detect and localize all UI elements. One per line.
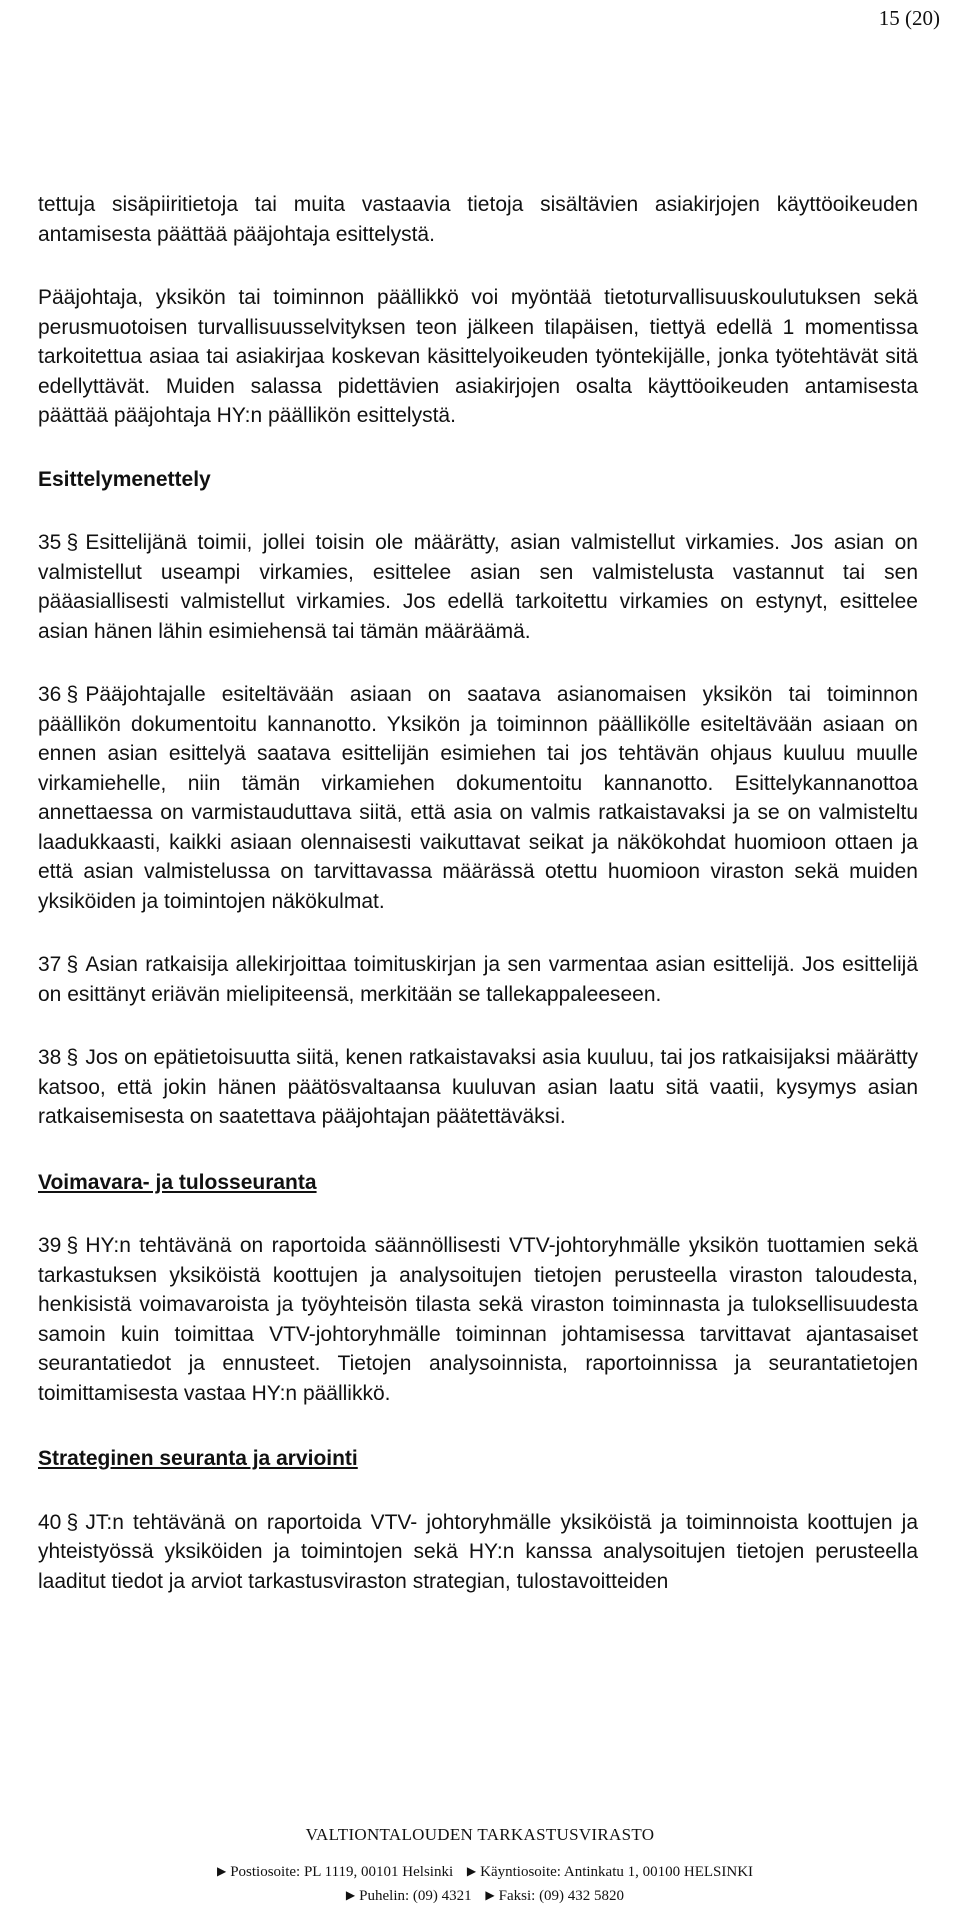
section-number: 40 xyxy=(38,1510,62,1534)
section-text: JT:n tehtävänä on raportoida VTV- johtoryhmälle yksiköistä ja toiminnoista koottujen ja yhteistyössä yksiköiden ja toimintojen sekä HY:n kanssa analysoitujen tietojen perusteella laaditut tiedot ja arviot tarkastusviraston strategian, tulostavoitteiden xyxy=(38,1510,918,1593)
triangle-right-icon: ▶ xyxy=(216,1864,227,1878)
section-item xyxy=(38,528,918,646)
section-text: Asian ratkaisija allekirjoittaa toimituskirjan ja sen varmentaa asian esittelijä. Jos esittelijä on esittänyt eriävän mielipiteensä, merkitään se tallekappaleeseen. xyxy=(38,953,918,1006)
section-item xyxy=(38,950,918,1009)
document-body xyxy=(38,190,918,1596)
page-number: 15 (20) xyxy=(878,6,940,30)
section-sign-icon: § xyxy=(66,1046,79,1069)
paragraph: tettuja sisäpiiritietoja tai muita vastaavia tietoja sisältävien asiakirjojen käyttöoikeuden antamisesta päättää pääjohtaja esittelystä. xyxy=(38,193,918,246)
section-sign-icon: § xyxy=(66,1234,79,1257)
section-number: 36 xyxy=(38,683,62,706)
section-sign-icon: § xyxy=(66,683,79,706)
section-text: HY:n tehtävänä on raportoida säännöllisesti VTV-johtoryhmälle yksikön tuottamien sekä tarkastuksen yksiköistä koottujen ja analysoitujen tietojen perusteella viraston taloudesta, henkisistä voimavaroista ja työyhteisön tilasta sekä viraston toiminnasta ja tuloksellisuudesta samoin kuin toimittaa VTV-johtoryhmälle toiminnan johtamisessa tarvittavat ajantasaiset seurantatiedot ja ennusteet. Tietojen analysoinnista, raportoinnissa ja seurantatietojen toimittamisesta vastaa HY:n päällikkö. xyxy=(38,1234,918,1405)
footer-postal: Postiosoite: PL 1119, 00101 Helsinki xyxy=(230,1864,454,1880)
triangle-right-icon: ▶ xyxy=(345,1888,356,1902)
section-sign-icon: § xyxy=(66,1510,79,1534)
section-number: 38 xyxy=(38,1046,62,1069)
footer-fax: Faksi: (09) 432 5820 xyxy=(498,1888,625,1904)
footer-visiting: Käyntiosoite: Antinkatu 1, 00100 HELSINKI xyxy=(480,1864,754,1880)
section-heading: Esittelymenettely xyxy=(38,467,211,491)
section-number: 35 xyxy=(38,531,62,554)
section-text: Pääjohtajalle esiteltävään asiaan on saatava asianomaisen yksikön tai toiminnon päällikön dokumentoitu kannanotto. Yksikön ja toiminnon päällikölle esiteltävään asiaan on ennen asian esittelyä saatava esittelijän esimiehen tai jos tehtävän ohjaus kuuluu muulle virkamiehelle, niin tämän virkamiehen dokumentoitu kannanotto. Esittelykannanottoa annettaessa on varmistauduttava siitä, että asia on valmis ratkaistavaksi ja se on valmisteltu laadukkaasti, kaikki asiaan olennaisesti vaikuttavat seikat ja näkökohdat huomioon ottaen ja että asian valmistelussa on tarvittavassa määrässä otettu huomioon viraston sekä muiden yksiköiden ja toimintojen näkökulmat. xyxy=(38,683,918,913)
section-item xyxy=(38,1043,918,1132)
footer-organization: VALTIONTALOUDEN TARKASTUSVIRASTO xyxy=(305,1825,655,1844)
footer-phone: Puhelin: (09) 4321 xyxy=(359,1888,472,1904)
section-sign-icon: § xyxy=(66,953,79,976)
section-heading: Strateginen seuranta ja arviointi xyxy=(38,1447,358,1470)
footer-address-line xyxy=(120,1864,840,1881)
paragraph: Pääjohtaja, yksikön tai toiminnon päällikkö voi myöntää tietoturvallisuuskoulutuksen sekä perusmuotoisen turvallisuusselvityksen teon jälkeen tilapäisen, tiettyä edellä 1 momentissa tarkoitettua asiaa tai asiakirjaa koskevan käsittelyoikeuden työntekijälle, jonka työtehtävät sitä edellyttävät. Muiden salassa pidettävien asiakirjojen osalta käyttöoikeuden antamisesta päättää pääjohtaja HY:n päällikön esittelystä. xyxy=(38,286,918,427)
triangle-right-icon: ▶ xyxy=(485,1888,495,1902)
triangle-right-icon: ▶ xyxy=(466,1864,477,1878)
section-sign-icon: § xyxy=(66,531,79,554)
section-text: Jos on epätietoisuutta siitä, kenen ratkaistavaksi asia kuuluu, tai jos ratkaisijaksi määrätty katsoo, että jokin hänen päätösvaltaansa kuuluvan asian laatu sitä vaatii, kysymys asian ratkaisemisesta on saatettava pääjohtajan päätettäväksi. xyxy=(38,1046,918,1128)
section-item xyxy=(38,1508,918,1597)
section-number: 37 xyxy=(38,953,62,976)
section-number: 39 xyxy=(38,1234,62,1257)
section-item xyxy=(38,1231,918,1408)
section-heading: Voimavara- ja tulosseuranta xyxy=(38,1170,317,1194)
section-text: Esittelijänä toimii, jollei toisin ole määrätty, asian valmistellut virkamies. Jos asian on valmistellut useampi virkamies, esittelee asian sen valmistelusta vastannut tai sen pääasiallisesti valmistellut virkamies. Jos edellä tarkoitettu virkamies on estynyt, esittelee asian hänen lähin esimiehensä tai tämän määräämä. xyxy=(38,531,918,643)
footer-contact-line xyxy=(120,1888,840,1905)
section-item xyxy=(38,680,918,916)
